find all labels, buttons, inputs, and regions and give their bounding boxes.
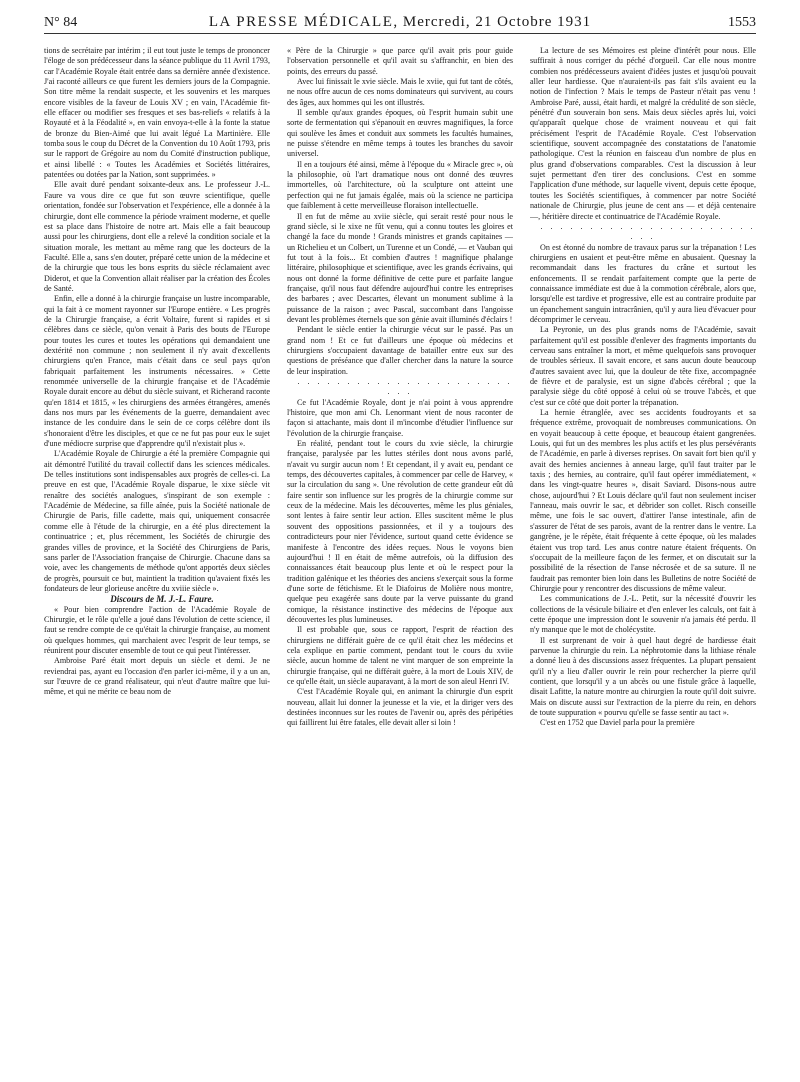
paragraph: La hernie étranglée, avec ses accidents foudroyants et sa fréquence extrême, provoquait de nombreuses communications. On en voyait beaucoup à cette époque, et beaucoup étaient gangrenées. Louis, qui fut un des membres les plus actifs et les plus persévérants de l'Académie, en parle à diverses reprises. On savait fort bien qu'il y avait des hernies anciennes à anneau large, qu'il faut traiter par le taxis ; des hernies, au contraire, qu'il faut opérer immédiatement, « dans les vingt-quatre heures », disait Saviard. Disons-nous autre chose, aujourd'hui ? Et Louis déclare qu'il faut non seulement inciser l'anneau, mais ouvrir le sac, et débrider son collet. Risch conseille même, une fois le sac ouvert, d'attirer l'anse intestinale, afin de s'assurer de l'état de ses parois, avant de la rentrer dans le ventre. La gangrène, je le répète, était fréquente à cette époque, où les malades étaient vus trop tard. Les anus contre nature étaient fréquents. On s'occupait de la meilleure façon de les fermer, et on discutait sur la possibilité de la résection de l'anse nécrosée et de sa suture. Il ne faudrait pas remonter bien loin dans les Bulletins de notre Société de Chirurgie pour y rencontrer des discussions de même valeur.	[530, 408, 756, 593]
page-header	[44, 8, 756, 34]
paragraph: En réalité, pendant tout le cours du xvie siècle, la chirurgie française, paralysée par les luttes stériles dont nous avons parlé, n'avait vu surgir aucun nom ! Et cependant, il y avait eu, pendant ce temps, des découvertes capitales, à commencer par celle de Harvey, « sur la circulation du sang ». Une révolution de cette grandeur eût dû faire sentir son influence sur les progrès de la chirurgie comme sur ceux de la médecine. Mais les découvertes, même les plus géniales, sont lentes à faire sentir leur action. Elles suscitent même le plus souvent des oppositions passionnées, et il y a toujours des contradicteurs pour nier l'évidence, surtout quand cette évidence se manifeste à l'encontre des idées reçues. Nous le voyons bien aujourd'hui ! Il en était de même autrefois, où la diffusion des connaissances était beaucoup plus lente et où le respect pour la tradition galénique et les théories des anciens s'exerçait sous la forme d'une sorte de fétichisme. Et le Diafoirus de Molière nous montre, quelque peu exagérée sans doute par la verve puissante du grand comique, la résistance instinctive des médecins de l'époque aux découvertes les plus lumineuses.	[287, 439, 513, 624]
paragraph: Pendant le siècle entier la chirurgie vécut sur le passé. Pas un grand nom ! Et ce fut d'ailleurs une époque où médecins et chirurgiens s'occupaient davantage de batailler entre eux sur des questions de préséance que d'aller chercher dans la nature la source de leur inspiration.	[287, 325, 513, 376]
column-right	[530, 46, 756, 1076]
article-columns	[44, 46, 756, 1076]
paragraph: Ambroise Paré était mort depuis un siècle et demi. Je ne reviendrai pas, ayant eu l'occasion d'en parler ici-même, il y a un an, sur l'œuvre de ce grand réalisateur, qui n'eut d'autre maître que lui-même, et qui ne mérite ce beau nom de	[44, 656, 270, 697]
column-middle	[287, 46, 513, 1076]
paragraph: Il est surprenant de voir à quel haut degré de hardiesse était parvenue la chirurgie du rein. La néphrotomie dans la lithiase rénale a donné lieu à des discussions assez fréquentes. La plupart pensaient qu'il n'y a lieu d'aller ouvrir le rein pour rechercher la pierre qu'il contient, que lorsqu'il y a un abcès ou une fistule grâce à laquelle, disait Lafitte, la nature montre au chirurgien la route qu'il doit suivre. Mais on discute aussi sur l'extraction de la pierre du rein, en dehors de toute suppuration « pourvu qu'elle se fasse sentir au tact ».	[530, 635, 756, 717]
column-left	[44, 46, 270, 1076]
paragraph: Elle avait duré pendant soixante-deux ans. Le professeur J.-L. Faure va vous dire ce que fut son œuvre scientifique, quelle orientation, fondée sur l'observation et l'expérience, elle a donnée à la chirurgie, dont elle commence la période vraiment moderne, et quelle est sa place dans l'histoire de notre art. Mais elle a fait beaucoup aussi pour les chirurgiens, dont elle a relevé la condition sociale et la situation morale, les mettant au même rang que les docteurs de la Faculté. Elle a, sans s'en douter, préparé cette union de la médecine et de la chirurgie que tous les bons esprits du siècle réclamaient avec Diderot, et que la Convention allait réaliser par la création des Écoles de Santé.	[44, 180, 270, 293]
paragraph: On est étonné du nombre de travaux parus sur la trépanation ! Les chirurgiens en usaient et peut-être même en abusaient. Quesnay la recommandait dans les fractures du crâne et surtout les enfoncements. Il se rendait parfaitement compte que la perte de connaissance immédiate est due à la commotion cérébrale, alors que, lorsqu'elle est tardive et progressive, elle est au contraire produite par un épanchement sanguin intracrânien, qu'il y aura lieu d'évacuer pour décomprimer le cerveau.	[530, 242, 756, 324]
section-separator: . . . . . . . . . . . . . . . . . . . . . . . . .	[540, 221, 756, 242]
paragraph: Les communications de J.-L. Petit, sur la nécessité d'ouvrir les collections de la vésicule biliaire et d'en enlever les calculs, ont fait à cette époque une impression dont le souvenir n'a jamais été perdu. Il n'y manque que le mot de cholécystite.	[530, 594, 756, 635]
paragraph: Il semble qu'aux grandes époques, où l'esprit humain subit une sorte de fermentation qui s'épanouit en œuvres magnifiques, la force qui soulève les âmes et conduit aux sommets les facultés humaines, ne puisse s'étendre en même temps à toutes les branches du savoir universel.	[287, 108, 513, 159]
paragraph: La Peyronie, un des plus grands noms de l'Académie, savait parfaitement qu'il est possible d'enlever des fragments importants du cerveau sans entraîner la mort, et même quelquefois sans provoquer de troubles sérieux. Il savait encore, et sans aucun doute beaucoup d'autres savaient avec lui, que la douleur de tête fixe, accompagnée de fièvre et de paralysie, est un signe d'abcès cérébral ; que la paralysie siège du côté opposé à celui où se trouve l'abcès, et que c'est sur ce côté que doit porter la trépanation.	[530, 325, 756, 407]
paragraph: La lecture de ses Mémoires est pleine d'intérêt pour nous. Elle suffirait à nous corriger du péché d'orgueil. Car elle nous montre combien nos prédécesseurs avaient d'idées justes et jusqu'où pouvait aller leur hardiesse. Que n'auraient-ils pas fait s'ils avaient eu la notion de l'infection ? Mais le temps de Pasteur n'était pas venu ! Ambroise Paré, aussi, était hardi, et malgré la crédulité de son siècle, pénétré d'un souverain bon sens. Mais deux siècles après lui, voici qu'apparaît quelque chose de vraiment nouveau et qui fait précisément l'esprit de l'Académie Royale. C'est l'observation scientifique, souvent accompagnée des constatations de l'anatomie pathologique. C'est la réunion en faisceau d'un nombre de plus en plus grand d'observations comparables. C'est la discussion à leur sujet permettant d'en tirer des conclusions. C'est en somme l'application d'une méthode, sur laquelle vivent, depuis cette époque, toutes les Sociétés scientifiques, à commencer par notre Société nationale de Chirurgie, plus jeune de cent ans — et déjà centenaire —, héritière directe et continuatrice de l'Académie Royale.	[530, 46, 756, 221]
paragraph: « Pour bien comprendre l'action de l'Académie Royale de Chirurgie, et le rôle qu'elle a joué dans l'évolution de cette science, il faut se rendre compte de ce qu'était la chirurgie française, au moment où quelques hommes, qui marchaient avec l'esprit de leur temps, se réunirent pour discuter ensemble de tout ce qui peut l'intéresser.	[44, 604, 270, 655]
paragraph: L'Académie Royale de Chirurgie a été la première Compagnie qui ait démontré l'utilité du travail collectif dans les sciences médicales. De telles institutions sont indispensables aux progrès de celles-ci. La preuve en est que, l'Académie Royale disparue, le xixe siècle vit renaître des sociétés analogues, s'inspirant de son exemple : l'Académie de Médecine, sa fille aînée, puis la Société nationale de Chirurgie de Paris, fille cadette, mais qui, uniquement consacrée comme elle à l'étude de la chirurgie, en a été plus directement la continuatrice ; et, plus récemment, les Sociétés de chirurgie des grandes villes de province, et la Société des Chirurgiens de Paris, sans parler de l'Association française de Chirurgie. Chacune dans sa voie, avec les changements de méthode qu'ont apportés deux siècles de progrès, poursuit ce but, maintient la tradition qu'avaient fixés les fondateurs de leur glorieuse ancêtre du xviiie siècle ».	[44, 449, 270, 593]
paragraph: C'est en 1752 que Daviel parla pour la première	[540, 718, 695, 728]
section-heading: Discours de M. J.-L. Faure.	[110, 594, 214, 605]
paragraph: Il est probable que, sous ce rapport, l'esprit de réaction des chirurgiens ne différait guère de ce qu'il était chez les médecins et cela explique en partie comment, pendant tout le cours du xviie siècle, aucun homme de talent ne vint marquer de son empreinte la chirurgie française, qui ne différait guère, à la mort de Louis XIV, de ce qu'elle était, un siècle auparavant, à la mort de son aïeul Henri IV.	[287, 625, 513, 686]
page-number: 1553	[728, 15, 756, 30]
issue-number: N° 84	[44, 15, 78, 30]
paragraph: Avec lui finissait le xvie siècle. Mais le xviie, qui fut tant de côtés, ne nous offre aucun de ces noms dominateurs qui survivent, au cours des âges, aux hommes qui les ont illustrés.	[287, 77, 513, 107]
paragraph: Ce fut l'Académie Royale, dont je n'ai point à vous apprendre l'histoire, que mon ami Ch. Lenormant vient de nous raconter de façon si attachante, mais dont il m'incombe d'étudier l'influence sur l'évolution de la chirurgie française.	[287, 397, 513, 438]
paragraph: Il en fut de même au xviie siècle, qui serait resté pour nous le grand siècle, si le xixe ne fût venu, qui a connu toutes les gloires et changé la face du monde ! Grands ministres et grands capitaines — un Richelieu et un Colbert, un Turenne et un Condé, — et Vauban qui fut tout à la fois... Et combien d'autres ! magnifique phalange littéraire, philosophique et scientifique, avec les grands écrivains, qui nous ont donné la forme définitive de cette pure et parfaite langue française, qu'il nous faut défendre aujourd'hui contre les entreprises des barbares ; avec Descartes, élevant un monument sublime à la puissance de la raison ; avec Pascal, succombant dans l'angoisse devant les problèmes éternels que son génie avait illuminés d'éclairs !	[287, 211, 513, 324]
journal-name: LA PRESSE MÉDICALE	[208, 14, 394, 30]
journal-title-line	[134, 14, 666, 31]
section-separator: . . . . . . . . . . . . . . . . . . . . . . . . .	[297, 377, 513, 397]
paragraph: Enfin, elle a donné à la chirurgie française un lustre incomparable, qui la fait à ce moment rayonner sur l'Europe entière. « Les progrès de la Chirurgie française, a écrit Voltaire, furent si rapides et si célèbres dans ce siècle, qu'on venait à Paris des bouts de l'Europe pour toutes les cures et toutes les opérations qui demandaient une dextérité non commune ; non seulement il n'y avait d'excellents chirurgiens qu'en France, mais c'était dans ce seul pays qu'on fabriquait parfaitement les instruments nécessaires. » Cette renommée universelle de la chirurgie française et de l'Académie Royale durait encore au début du siècle suivant, et Richerand raconte qu'en 1814 et 1815, « les chirurgiens des armées étrangères, amenés dans nos murs par les événements de la guerre, demandaient avec instance de les conduire dans le sein de ce corps célèbre dont ils s'honoraient d'être les disciples, et que ce ne fut pas pour eux le sujet d'une médiocre surprise que d'apprendre qu'il n'existait plus ».	[44, 294, 270, 449]
paragraph: Il en a toujours été ainsi, même à l'époque du « Miracle grec », où la philosophie, où l'art dramatique nous ont donné des œuvres immortelles, où l'architecture, où la sculpture ont atteint une perfection qui ne fut jamais égalée, mais où la science ne participa que faiblement à cette merveilleuse floraison intellectuelle.	[287, 159, 513, 211]
issue-date: , Mercredi, 21 Octobre 1931	[393, 14, 592, 30]
paragraph: C'est l'Académie Royale qui, en animant la chirurgie d'un esprit nouveau, allait lui donner la jeunesse et la vie, et la diriger vers des destinées inconnues sur les routes de l'avenir ou, après des péripéties qui faillirent lui être fatales, elle devait aller si loin !	[287, 687, 513, 728]
paragraph: tions de secrétaire par intérim ; il eut tout juste le temps de prononcer l'éloge de son prédécesseur dans la séance publique du 11 Avril 1793, car l'Académie Royale était entrée dans sa dernière année d'existence. J'ai raconté ailleurs ce que furent les derniers jours de la Compagnie. Son titre même la rendait suspecte, et les souvenirs et les marques encore visibles de la faveur de Louis XV ; en vain, l'Académie fit-elle effacer ou modifier ses fresques et ses bas-reliefs « relatifs à la Royauté et à la Féodalité », en vain envoya-t-elle à la fonte la statue de bronze du Bien-Aimé que lui avait légué La Martinière. Elle tomba sous le coup du Décret de la Convention du 10 Août 1793, pris sur le rapport de Grégoire au nom du Comité d'instruction publique, et ainsi libellé : « Toutes les Académies et Sociétés littéraires, patentées ou dotées par la Nation, sont supprimées. »	[44, 46, 270, 180]
paragraph: « Père de la Chirurgie » que parce qu'il avait pris pour guide l'observation personnelle et qu'il avait su s'affranchir, en bien des points, des erreurs du passé.	[287, 46, 513, 76]
